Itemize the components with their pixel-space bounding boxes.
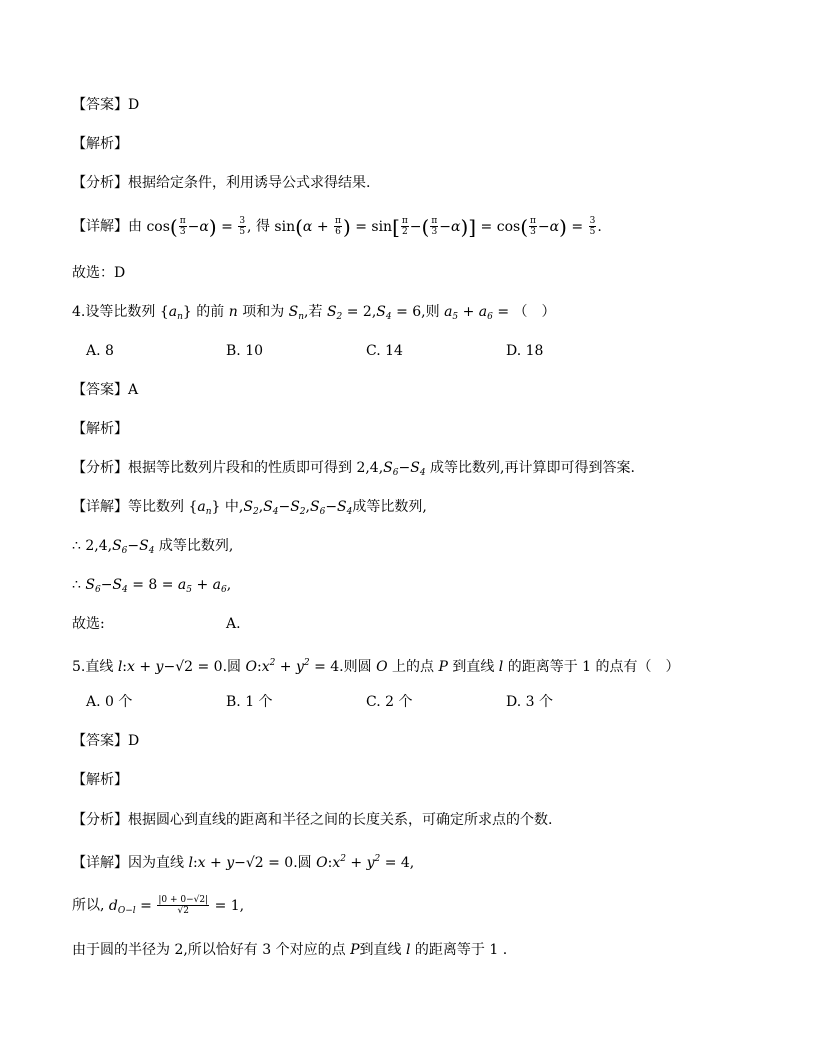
q5-stem-b: .圆 (222, 659, 242, 675)
q5-option-b: B. 1 个 (226, 694, 273, 710)
q5-answer: 【答案】D (72, 733, 140, 749)
q4-choose (72, 614, 241, 634)
q5-conclusion (72, 940, 507, 960)
q4-stem-d: ,若 (304, 304, 323, 320)
q4-analysis-formula: $2,4,S_6-S_4$ (356, 460, 426, 478)
q4-therefore-1-text: 成等比数列, (158, 538, 234, 554)
q5-conclusion-b: 到直线 (359, 942, 402, 958)
q4-detail-c: 成等比数列, (352, 499, 427, 515)
q3-formula-1: cos( $\frac{\pi}{3}$ −α) = $\frac{3}{5}$ , (146, 214, 252, 239)
q4-option-c: C. 14 (366, 343, 403, 359)
q4-analysis-a: 【分析】根据等比数列片段和的性质即可得到 (72, 460, 352, 476)
q3-detail-mid: 得 (255, 218, 270, 235)
q3-detail-label: 【详解】由 (72, 218, 142, 235)
q3-choose: 故选：D (72, 265, 126, 281)
q4-n: n (228, 304, 238, 320)
q4-detail-seq: $\{a_n\}$ (188, 499, 221, 517)
q5-stem-e: 到直线 (452, 659, 495, 675)
q4-cond: $S_2 = 2,S_4 = 6$ (326, 304, 422, 322)
q4-answer: 【答案】A (72, 382, 139, 398)
q4-stem-b: 的前 (196, 304, 225, 320)
q5-detail-b: .圆 (293, 855, 312, 871)
q4-choose-label: 故选: (72, 616, 105, 632)
q5-option-d: D. 3 个 (506, 694, 553, 710)
q5-l: l (498, 659, 504, 675)
q5-so-label: 所以, (72, 897, 105, 914)
q4-therefore-2-formula: ∴ $S_6-S_4 = 8 = a_5 + a_6$, (72, 577, 232, 595)
q5-option-a: A. 0 个 (86, 694, 133, 710)
q5-distance-formula: $d_{O-l}$ = $\frac{|0 + 0-√2|}{√2}$ = 1, (108, 895, 245, 916)
q4-sn: $S_n$ (288, 304, 305, 322)
q3-analysis-heading: 【解析】 (72, 136, 128, 152)
q5-analysis-heading: 【解析】 (72, 772, 128, 788)
q4-analysis-b: 成等比数列,再计算即可得到答案. (430, 460, 635, 476)
q3-analysis: 【分析】根据给定条件，利用诱导公式求得结果. (72, 175, 371, 191)
q5-detail-circle: $O:x^2 + y^2 = 4$, (316, 854, 415, 871)
q4-option-a: A. 8 (86, 343, 114, 359)
q4-detail (72, 497, 427, 522)
q5-line-eq: l:x + y−√2 = 0 (117, 659, 223, 675)
q5-conclusion-c: 的距离等于 1 . (414, 942, 508, 958)
q4-seq: $\{a_n\}$ (159, 304, 192, 322)
q5-option-c: C. 2 个 (366, 694, 413, 710)
q3-answer: 【答案】D (72, 97, 140, 113)
q5-circle-eq: $O:x^2 + y^2 = 4$ (245, 658, 340, 675)
q4-therefore-1 (72, 536, 233, 561)
q5-stem (72, 653, 680, 677)
q3-detail (72, 216, 602, 237)
q5-conclusion-a: 由于圆的半径为 2,所以恰好有 3 个对应的点 (72, 942, 346, 958)
q5-stem-c: .则圆 (339, 659, 372, 675)
q4-ask: $a_5 + a_6$ = (444, 304, 510, 322)
q5-conclusion-p: P (350, 942, 360, 958)
q4-analysis (72, 458, 635, 483)
q5-p: P (438, 659, 448, 675)
q4-stem-f: （ ） (513, 304, 556, 320)
q5-so (72, 895, 244, 921)
q4-option-d: D. 18 (506, 343, 544, 359)
q3-formula-2: sin(α + $\frac{\pi}{6}$ ) = sin[ $\frac{\pi}{2}$ −( $\frac{\pi}{3}$ −α)] = cos( $\frac{\pi}{3}$ −α) = $\frac{3}{5}$ . (274, 214, 602, 239)
q4-therefore-1-formula: ∴ $2,4,S_6-S_4$ (72, 538, 155, 556)
q5-stem-f: 的距离等于 1 的点有（ ） (507, 659, 680, 675)
q5-conclusion-l: l (405, 942, 411, 958)
q4-option-b: B. 10 (226, 343, 264, 359)
q5-stem-a: 5.直线 (72, 659, 114, 675)
q4-stem-e: ,则 (421, 304, 440, 320)
q5-detail-line: l:x + y−√2 = 0 (188, 855, 294, 871)
q4-detail-formula: $S_2,S_4-S_2,S_6-S_4$ (243, 499, 353, 517)
q5-o: O (376, 659, 388, 675)
q5-stem-d: 上的点 (392, 659, 434, 675)
q4-stem-a: 4.设等比数列 (72, 304, 156, 320)
q4-detail-a: 【详解】等比数列 (72, 499, 184, 515)
q4-stem (72, 302, 556, 327)
q5-analysis: 【分析】根据圆心到直线的距离和半径之间的长度关系，可确定所求点的个数. (72, 812, 553, 828)
q5-detail-a: 【详解】因为直线 (72, 855, 184, 871)
q4-analysis-heading: 【解析】 (72, 421, 128, 437)
q4-stem-c: 项和为 (242, 304, 285, 320)
q4-detail-b: 中, (224, 499, 244, 515)
q4-therefore-2 (72, 575, 231, 600)
q5-detail (72, 849, 414, 873)
q4-choose-value: A. (226, 616, 241, 632)
